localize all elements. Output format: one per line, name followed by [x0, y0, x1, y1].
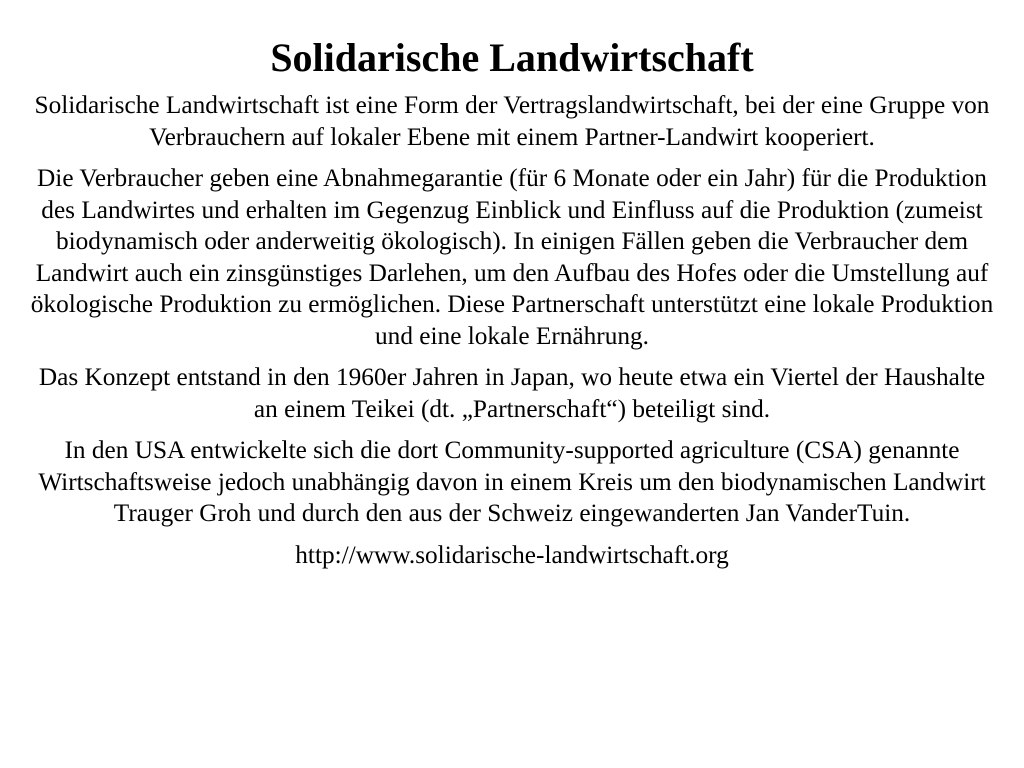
paragraph-usa-csa: In den USA entwickelte sich die dort Community-supported agriculture (CSA) genannte Wirtschaftsweise jedoch unabhängig davon in einem Kreis um den biodynamischen Landwirt Trauger Groh und durch den aus der Schweiz eingewanderten Jan VanderTuin. — [38, 436, 986, 527]
paragraph-japan-origin: Das Konzept entstand in den 1960er Jahren in Japan, wo heute etwa ein Viertel der Haushalte an einem Teikei (dt. „Partnerschaft“) beteiligt sind. — [38, 363, 986, 423]
slide-title: Solidarische Landwirtschaft — [270, 35, 754, 80]
paragraph-definition: Solidarische Landwirtschaft ist eine Form der Vertragslandwirtschaft, bei der eine Gruppe von Verbrauchern auf lokaler Ebene mit einem Partner-Landwirt kooperiert. — [34, 91, 990, 151]
slide-content — [30, 34, 994, 571]
website-link[interactable]: http://www.solidarische-landwirtschaft.org — [295, 540, 729, 569]
paragraph-consumer-guarantee: Die Verbraucher geben eine Abnahmegarantie (für 6 Monate oder ein Jahr) für die Produktion des Landwirtes und erhalten im Gegenzug Einblick und Einfluss auf die Produktion (zumeist biodynamisch oder anderweitig ökologisch). In einigen Fällen geben die Verbraucher dem Landwirt auch ein zinsgünstiges Darlehen, um den Aufbau des Hofes oder die Umstellung auf ökologische Produktion zu ermöglichen. Diese Partnerschaft unterstützt eine lokale Produktion und eine lokale Ernährung. — [30, 164, 994, 350]
